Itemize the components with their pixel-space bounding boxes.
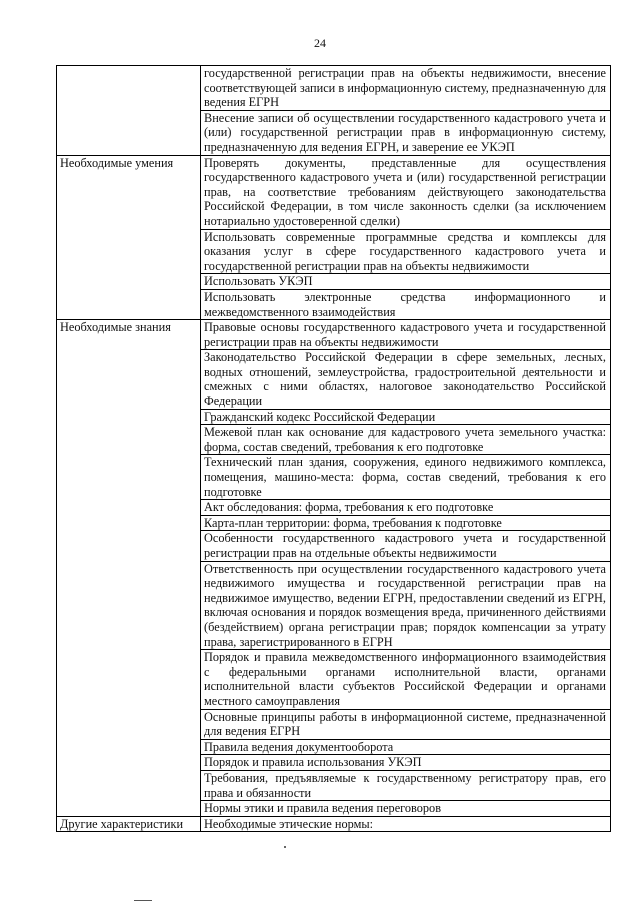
section-item: Порядок и правила межведомственного информационного взаимодействия с федеральными органами исполнительной власти, органами исполнительной власти субъектов Российской Федерации и органами местного самоуправления bbox=[201, 650, 611, 709]
section-item: Ответственность при осуществлении государственного кадастрового учета недвижимого имущества и государственной регистрации прав на недвижимое имущество, ведении ЕГРН, предоставлении сведений из ЕГРН, включая основания и порядок возмещения вреда, причиненного действиями (бездействием) органа регистрации прав; порядок компенсации за утрату права, зарегистрированного в ЕГРН bbox=[201, 561, 611, 650]
section-item: Особенности государственного кадастрового учета и государственной регистрации прав на отдельные объекты недвижимости bbox=[201, 531, 611, 561]
section-item: Технический план здания, сооружения, единого недвижимого комплекса, помещения, машино-места: форма, состав сведений, требования к его подготовке bbox=[201, 455, 611, 500]
table-row bbox=[57, 320, 611, 350]
section-item: Использовать УКЭП bbox=[201, 274, 611, 290]
section-item: Акт обследования: форма, требования к его подготовке bbox=[201, 500, 611, 516]
section-item: Порядок и правила использования УКЭП bbox=[201, 755, 611, 771]
section-label: Другие характеристики bbox=[57, 816, 201, 832]
section-item: Использовать электронные средства информационного и межведомственного взаимодействия bbox=[201, 289, 611, 319]
section-item: Нормы этики и правила ведения переговоров bbox=[201, 801, 611, 817]
page-number: 24 bbox=[314, 36, 326, 50]
requirements-table bbox=[56, 65, 611, 832]
section-item: Требования, предъявляемые к государственному регистратору прав, его права и обязанности bbox=[201, 770, 611, 800]
scan-dot bbox=[284, 846, 286, 848]
table-row bbox=[57, 155, 611, 229]
section-item: Законодательство Российской Федерации в сфере земельных, лесных, водных отношений, землеустройства, градостроительной деятельности и смежных с ними областях, налоговое законодательство Российской Федерации bbox=[201, 350, 611, 409]
section-item: Использовать современные программные средства и комплексы для оказания услуг в сфере государственного кадастрового учета и государственной регистрации прав на объекты недвижимости bbox=[201, 229, 611, 274]
section-item: Гражданский кодекс Российской Федерации bbox=[201, 409, 611, 425]
section-item: Межевой план как основание для кадастрового учета земельного участка: форма, состав сведений, требования к его подготовке bbox=[201, 425, 611, 455]
section-item: Правовые основы государственного кадастрового учета и государственной регистрации прав на объекты недвижимости bbox=[201, 320, 611, 350]
section-label bbox=[57, 66, 201, 156]
table-row bbox=[57, 816, 611, 832]
section-label: Необходимые умения bbox=[57, 155, 201, 320]
section-label: Необходимые знания bbox=[57, 320, 201, 817]
section-item: государственной регистрации прав на объекты недвижимости, внесение соответствующей записи в информационную систему, предназначенную для ведения ЕГРН bbox=[201, 66, 611, 111]
section-item: Внесение записи об осуществлении государственного кадастрового учета и (или) государственной регистрации прав в информационную систему, предназначенную для ведения ЕГРН, и заверение ее УКЭП bbox=[201, 110, 611, 155]
section-item: Карта-план территории: форма, требования к подготовке bbox=[201, 515, 611, 531]
section-item: Основные принципы работы в информационной системе, предназначенной для ведения ЕГРН bbox=[201, 709, 611, 739]
section-item: Правила ведения документооборота bbox=[201, 739, 611, 755]
section-item: Необходимые этические нормы: bbox=[201, 816, 611, 832]
section-item: Проверять документы, представленные для осуществления государственного кадастрового учета и (или) государственной регистрации прав, на соответствие требованиям действующего законодательства Российской Федерации, в том числе законность сделки (за исключением нотариально удостоверенной сделки) bbox=[201, 155, 611, 229]
scan-line bbox=[134, 900, 152, 901]
table-body bbox=[57, 66, 611, 832]
table-row bbox=[57, 66, 611, 111]
